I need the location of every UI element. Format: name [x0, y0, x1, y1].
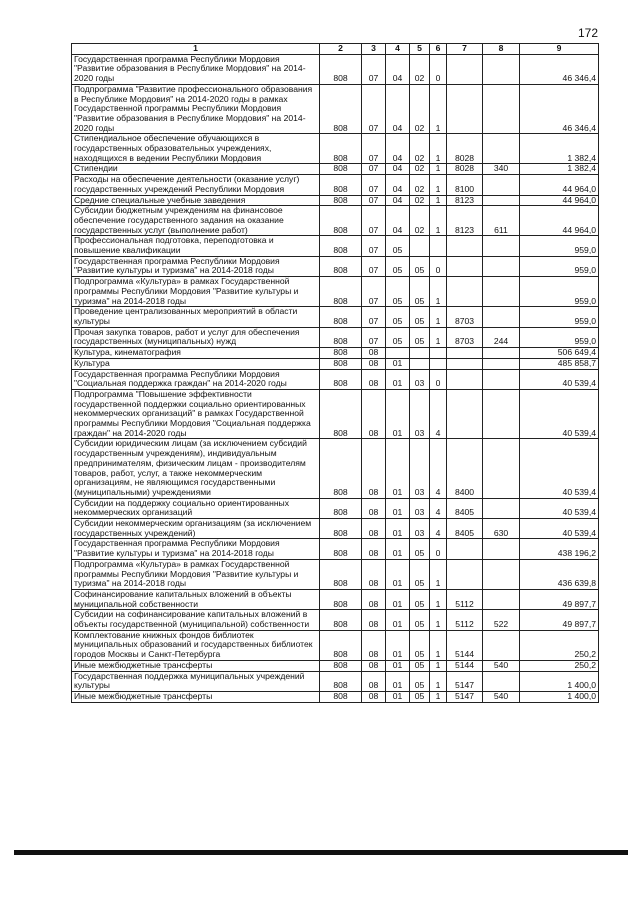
row-cell-col6: 1 [430, 307, 447, 327]
row-cell-col7: 5144 [447, 630, 483, 660]
row-cell-col6 [430, 358, 447, 369]
row-cell-col7: 8703 [447, 307, 483, 327]
row-cell-col6: 1 [430, 164, 447, 175]
row-name-cell: Государственная поддержка муниципальных учреждений культуры [72, 671, 320, 691]
row-cell-col3: 08 [362, 589, 386, 609]
row-cell-col4: 05 [386, 307, 410, 327]
row-cell-col9: 1 382,4 [520, 164, 599, 175]
row-cell-col5: 05 [410, 539, 430, 559]
row-cell-col4: 01 [386, 671, 410, 691]
row-cell-col2: 808 [320, 307, 362, 327]
row-cell-col3: 07 [362, 175, 386, 195]
row-name-cell: Иные межбюджетные трансферты [72, 692, 320, 703]
row-cell-col7: 8028 [447, 134, 483, 164]
row-cell-col2: 808 [320, 134, 362, 164]
row-cell-col5: 02 [410, 54, 430, 84]
row-cell-col3: 08 [362, 692, 386, 703]
row-cell-col2: 808 [320, 327, 362, 347]
row-name-cell: Субсидии некоммерческим организациям (за исключением государственных учреждений) [72, 519, 320, 539]
row-cell-col4: 01 [386, 389, 410, 439]
row-cell-col6: 1 [430, 206, 447, 236]
row-cell-col4 [386, 348, 410, 359]
row-cell-col6: 1 [430, 277, 447, 307]
row-cell-col2: 808 [320, 589, 362, 609]
row-cell-col6: 1 [430, 660, 447, 671]
row-cell-col2: 808 [320, 369, 362, 389]
row-name-cell: Стипендиальное обеспечение обучающихся в государственных образовательных учреждениях, находящихся в ведении Республики Мордовия [72, 134, 320, 164]
table-row [72, 539, 599, 559]
row-cell-col3: 08 [362, 439, 386, 498]
row-cell-col6: 1 [430, 327, 447, 347]
row-cell-col5: 05 [410, 277, 430, 307]
row-cell-col2: 808 [320, 277, 362, 307]
row-cell-col3: 07 [362, 236, 386, 256]
col-header: 2 [320, 44, 362, 55]
row-cell-col8 [483, 630, 520, 660]
row-cell-col4: 05 [386, 277, 410, 307]
row-cell-col3: 08 [362, 671, 386, 691]
row-cell-col3: 08 [362, 559, 386, 589]
row-cell-col5: 03 [410, 389, 430, 439]
row-cell-col2: 808 [320, 519, 362, 539]
row-cell-col9: 46 346,4 [520, 54, 599, 84]
row-cell-col2: 808 [320, 610, 362, 630]
row-cell-col5: 02 [410, 175, 430, 195]
row-cell-col9: 1 382,4 [520, 134, 599, 164]
page-number: 172 [578, 26, 599, 40]
row-cell-col8 [483, 358, 520, 369]
row-cell-col6: 1 [430, 195, 447, 206]
row-cell-col3: 07 [362, 206, 386, 236]
table-row [72, 358, 599, 369]
row-cell-col8 [483, 369, 520, 389]
row-cell-col9: 959,0 [520, 236, 599, 256]
row-cell-col7 [447, 348, 483, 359]
row-cell-col3: 07 [362, 134, 386, 164]
row-name-cell: Комплектование книжных фондов библиотек муниципальных образований и государственных библиотек городов Москвы и Санкт-Петербурга [72, 630, 320, 660]
row-cell-col9: 1 400,0 [520, 692, 599, 703]
row-cell-col3: 08 [362, 539, 386, 559]
table-row [72, 439, 599, 498]
row-cell-col8 [483, 307, 520, 327]
row-cell-col7 [447, 54, 483, 84]
row-cell-col6: 4 [430, 389, 447, 439]
row-cell-col3: 07 [362, 164, 386, 175]
row-cell-col7: 8028 [447, 164, 483, 175]
row-cell-col7: 8123 [447, 206, 483, 236]
row-cell-col5: 05 [410, 589, 430, 609]
row-cell-col8: 540 [483, 692, 520, 703]
row-cell-col2: 808 [320, 195, 362, 206]
row-cell-col7: 8405 [447, 519, 483, 539]
table-row [72, 84, 599, 134]
row-cell-col4: 01 [386, 369, 410, 389]
row-cell-col5: 05 [410, 692, 430, 703]
row-cell-col8: 244 [483, 327, 520, 347]
row-cell-col9: 506 649,4 [520, 348, 599, 359]
row-cell-col9: 49 897,7 [520, 610, 599, 630]
row-cell-col9: 959,0 [520, 327, 599, 347]
row-cell-col3: 08 [362, 519, 386, 539]
row-cell-col3: 07 [362, 195, 386, 206]
row-name-cell: Подпрограмма «Культура» в рамках Государственной программы Республики Мордовия "Развитие культуры и туризма" на 2014-2018 годы [72, 559, 320, 589]
row-name-cell: Культура, кинематография [72, 348, 320, 359]
row-cell-col8 [483, 671, 520, 691]
row-cell-col5 [410, 236, 430, 256]
row-cell-col4: 04 [386, 206, 410, 236]
row-cell-col2: 808 [320, 164, 362, 175]
col-header: 9 [520, 44, 599, 55]
row-cell-col6: 4 [430, 519, 447, 539]
table-row [72, 175, 599, 195]
row-cell-col4: 01 [386, 692, 410, 703]
row-cell-col8 [483, 498, 520, 518]
row-cell-col2: 808 [320, 692, 362, 703]
row-name-cell: Средние специальные учебные заведения [72, 195, 320, 206]
row-cell-col2: 808 [320, 256, 362, 276]
row-cell-col6 [430, 348, 447, 359]
row-cell-col2: 808 [320, 358, 362, 369]
table-row [72, 610, 599, 630]
row-cell-col8 [483, 439, 520, 498]
row-cell-col2: 808 [320, 498, 362, 518]
row-name-cell: Подпрограмма "Повышение эффективности государственной поддержки социально ориентированных некоммерческих организаций" в рамках Государственной программы Республики Мордовия "Социальная поддержка граждан" на 2014-2020 годы [72, 389, 320, 439]
row-cell-col4: 05 [386, 327, 410, 347]
row-cell-col7: 5144 [447, 660, 483, 671]
row-cell-col8 [483, 134, 520, 164]
row-name-cell: Иные межбюджетные трансферты [72, 660, 320, 671]
table-row [72, 348, 599, 359]
row-name-cell: Подпрограмма "Развитие профессионального образования в Республике Мордовия" на 2014-2020 годы в рамках Государственной программы Республики Мордовия "Развитие образования в Республике Мордовия" на 2014-2020 годы [72, 84, 320, 134]
table-row [72, 671, 599, 691]
row-name-cell: Государственная программа Республики Мордовия "Развитие культуры и туризма" на 2014-2018 годы [72, 256, 320, 276]
row-cell-col8 [483, 559, 520, 589]
row-cell-col9: 40 539,4 [520, 498, 599, 518]
row-cell-col7: 5147 [447, 692, 483, 703]
table-row [72, 369, 599, 389]
row-cell-col3: 08 [362, 369, 386, 389]
table-row [72, 327, 599, 347]
row-cell-col2: 808 [320, 389, 362, 439]
row-cell-col4: 01 [386, 539, 410, 559]
table-row [72, 692, 599, 703]
row-cell-col9: 438 196,2 [520, 539, 599, 559]
row-cell-col6 [430, 236, 447, 256]
row-cell-col3: 08 [362, 348, 386, 359]
table-row [72, 559, 599, 589]
row-cell-col3: 07 [362, 256, 386, 276]
row-cell-col3: 07 [362, 307, 386, 327]
row-name-cell: Культура [72, 358, 320, 369]
table-row [72, 236, 599, 256]
row-cell-col2: 808 [320, 54, 362, 84]
row-cell-col7 [447, 84, 483, 134]
row-cell-col7: 5112 [447, 610, 483, 630]
row-cell-col4: 04 [386, 164, 410, 175]
row-cell-col6: 4 [430, 498, 447, 518]
table-row [72, 277, 599, 307]
row-cell-col9: 40 539,4 [520, 389, 599, 439]
row-cell-col7 [447, 358, 483, 369]
row-cell-col7: 8405 [447, 498, 483, 518]
row-cell-col4: 04 [386, 54, 410, 84]
row-cell-col9: 250,2 [520, 630, 599, 660]
row-cell-col2: 808 [320, 539, 362, 559]
row-cell-col3: 07 [362, 277, 386, 307]
row-cell-col2: 808 [320, 236, 362, 256]
row-cell-col5: 02 [410, 195, 430, 206]
row-cell-col4: 01 [386, 358, 410, 369]
row-cell-col5: 02 [410, 164, 430, 175]
row-cell-col8: 611 [483, 206, 520, 236]
row-cell-col3: 08 [362, 389, 386, 439]
row-cell-col4: 01 [386, 559, 410, 589]
row-name-cell: Субсидии на поддержку социально ориентированных некоммерческих организаций [72, 498, 320, 518]
table-row [72, 256, 599, 276]
row-cell-col5: 05 [410, 610, 430, 630]
row-cell-col8 [483, 256, 520, 276]
row-cell-col6: 0 [430, 369, 447, 389]
row-cell-col5: 03 [410, 369, 430, 389]
row-cell-col8: 540 [483, 660, 520, 671]
row-cell-col7: 8703 [447, 327, 483, 347]
row-cell-col3: 08 [362, 610, 386, 630]
row-cell-col8 [483, 236, 520, 256]
col-header: 6 [430, 44, 447, 55]
row-cell-col5: 05 [410, 559, 430, 589]
table-row [72, 630, 599, 660]
col-header: 5 [410, 44, 430, 55]
row-cell-col9: 959,0 [520, 256, 599, 276]
row-cell-col2: 808 [320, 439, 362, 498]
row-cell-col5: 03 [410, 519, 430, 539]
row-cell-col8 [483, 175, 520, 195]
row-cell-col3: 08 [362, 660, 386, 671]
row-cell-col3: 07 [362, 84, 386, 134]
row-cell-col4: 04 [386, 195, 410, 206]
row-cell-col8 [483, 389, 520, 439]
row-cell-col4: 01 [386, 660, 410, 671]
row-cell-col7 [447, 559, 483, 589]
row-name-cell: Государственная программа Республики Мордовия "Развитие образования в Республике Мордовия" на 2014-2020 годы [72, 54, 320, 84]
row-cell-col2: 808 [320, 348, 362, 359]
row-cell-col8: 522 [483, 610, 520, 630]
row-cell-col7 [447, 389, 483, 439]
row-cell-col7: 8123 [447, 195, 483, 206]
row-name-cell: Прочая закупка товаров, работ и услуг для обеспечения государственных (муниципальных) нужд [72, 327, 320, 347]
row-cell-col6: 1 [430, 589, 447, 609]
row-cell-col8: 630 [483, 519, 520, 539]
table-row [72, 389, 599, 439]
row-cell-col6: 0 [430, 256, 447, 276]
row-cell-col8 [483, 54, 520, 84]
row-cell-col5: 05 [410, 671, 430, 691]
row-cell-col6: 1 [430, 175, 447, 195]
row-cell-col4: 01 [386, 610, 410, 630]
row-cell-col6: 1 [430, 134, 447, 164]
row-cell-col5: 05 [410, 630, 430, 660]
row-cell-col8 [483, 348, 520, 359]
row-cell-col4: 04 [386, 134, 410, 164]
row-cell-col7 [447, 539, 483, 559]
col-header: 4 [386, 44, 410, 55]
row-cell-col4: 04 [386, 175, 410, 195]
row-cell-col4: 01 [386, 439, 410, 498]
row-cell-col2: 808 [320, 671, 362, 691]
header-row [72, 44, 599, 55]
row-name-cell: Расходы на обеспечение деятельности (оказание услуг) государственных учреждений Республики Мордовия [72, 175, 320, 195]
row-cell-col6: 4 [430, 439, 447, 498]
row-cell-col2: 808 [320, 660, 362, 671]
row-cell-col5: 02 [410, 134, 430, 164]
row-cell-col3: 08 [362, 630, 386, 660]
row-cell-col4: 01 [386, 498, 410, 518]
row-cell-col4: 04 [386, 84, 410, 134]
row-cell-col3: 07 [362, 54, 386, 84]
row-cell-col3: 08 [362, 498, 386, 518]
row-cell-col7 [447, 369, 483, 389]
row-name-cell: Подпрограмма «Культура» в рамках Государственной программы Республики Мордовия "Развитие культуры и туризма" на 2014-2018 годы [72, 277, 320, 307]
row-cell-col7 [447, 256, 483, 276]
row-cell-col8 [483, 195, 520, 206]
row-cell-col6: 1 [430, 559, 447, 589]
row-cell-col4: 01 [386, 630, 410, 660]
row-cell-col5 [410, 348, 430, 359]
row-name-cell: Субсидии бюджетным учреждениям на финансовое обеспечение государственного задания на оказание государственных услуг (выполнение работ) [72, 206, 320, 236]
row-name-cell: Субсидии юридическим лицам (за исключением субсидий государственным учреждениям), индивидуальным предпринимателям, физическим лицам - производителям товаров, работ, услуг, а также некоммерческим организациям, не являющимся государственными (муниципальными) учреждениями [72, 439, 320, 498]
row-cell-col9: 40 539,4 [520, 519, 599, 539]
col-header: 8 [483, 44, 520, 55]
row-cell-col8 [483, 277, 520, 307]
row-cell-col2: 808 [320, 206, 362, 236]
table-row [72, 519, 599, 539]
table-row [72, 134, 599, 164]
row-cell-col9: 40 539,4 [520, 439, 599, 498]
row-cell-col6: 1 [430, 610, 447, 630]
row-cell-col4: 05 [386, 236, 410, 256]
row-name-cell: Субсидии на софинансирование капитальных вложений в объекты государственной (муниципальной) собственности [72, 610, 320, 630]
row-cell-col9: 250,2 [520, 660, 599, 671]
table-row [72, 589, 599, 609]
row-cell-col9: 44 964,0 [520, 175, 599, 195]
row-cell-col9: 46 346,4 [520, 84, 599, 134]
row-name-cell: Проведение централизованных мероприятий в области культуры [72, 307, 320, 327]
row-cell-col7 [447, 277, 483, 307]
row-name-cell: Софинансирование капитальных вложений в объекты муниципальной собственности [72, 589, 320, 609]
row-cell-col9: 485 858,7 [520, 358, 599, 369]
row-cell-col7: 5147 [447, 671, 483, 691]
row-cell-col5: 05 [410, 660, 430, 671]
table-row [72, 54, 599, 84]
row-cell-col6: 1 [430, 630, 447, 660]
table-row [72, 307, 599, 327]
row-name-cell: Государственная программа Республики Мордовия "Социальная поддержка граждан" на 2014-2020 годы [72, 369, 320, 389]
row-cell-col5: 05 [410, 327, 430, 347]
row-cell-col4: 01 [386, 589, 410, 609]
col-header: 3 [362, 44, 386, 55]
row-cell-col8 [483, 589, 520, 609]
row-cell-col5: 03 [410, 498, 430, 518]
row-cell-col4: 05 [386, 256, 410, 276]
col-header: 1 [72, 44, 320, 55]
row-cell-col8 [483, 84, 520, 134]
row-cell-col9: 44 964,0 [520, 195, 599, 206]
row-cell-col9: 436 639,8 [520, 559, 599, 589]
budget-table [71, 43, 599, 703]
table-row [72, 498, 599, 518]
row-cell-col4: 01 [386, 519, 410, 539]
row-cell-col9: 1 400,0 [520, 671, 599, 691]
row-name-cell: Государственная программа Республики Мордовия "Развитие культуры и туризма" на 2014-2018 годы [72, 539, 320, 559]
row-cell-col2: 808 [320, 84, 362, 134]
row-cell-col5 [410, 358, 430, 369]
row-cell-col2: 808 [320, 175, 362, 195]
row-cell-col8: 340 [483, 164, 520, 175]
table-row [72, 660, 599, 671]
row-cell-col7: 8100 [447, 175, 483, 195]
row-cell-col6: 0 [430, 54, 447, 84]
row-cell-col9: 40 539,4 [520, 369, 599, 389]
row-cell-col9: 959,0 [520, 277, 599, 307]
row-cell-col5: 02 [410, 84, 430, 134]
bottom-divider [14, 850, 628, 855]
row-cell-col6: 1 [430, 84, 447, 134]
row-cell-col7: 8400 [447, 439, 483, 498]
row-cell-col7: 5112 [447, 589, 483, 609]
row-cell-col6: 1 [430, 671, 447, 691]
table-row [72, 206, 599, 236]
row-cell-col5: 05 [410, 307, 430, 327]
row-cell-col9: 44 964,0 [520, 206, 599, 236]
row-cell-col6: 1 [430, 692, 447, 703]
row-cell-col5: 03 [410, 439, 430, 498]
row-cell-col8 [483, 539, 520, 559]
row-cell-col5: 02 [410, 206, 430, 236]
row-cell-col9: 959,0 [520, 307, 599, 327]
table-row [72, 195, 599, 206]
row-cell-col6: 0 [430, 539, 447, 559]
row-cell-col7 [447, 236, 483, 256]
table-row [72, 164, 599, 175]
row-cell-col9: 49 897,7 [520, 589, 599, 609]
row-cell-col2: 808 [320, 559, 362, 589]
col-header: 7 [447, 44, 483, 55]
row-name-cell: Профессиональная подготовка, переподготовка и повышение квалификации [72, 236, 320, 256]
row-cell-col5: 05 [410, 256, 430, 276]
row-cell-col2: 808 [320, 630, 362, 660]
row-cell-col3: 08 [362, 358, 386, 369]
row-name-cell: Стипендии [72, 164, 320, 175]
row-cell-col3: 07 [362, 327, 386, 347]
